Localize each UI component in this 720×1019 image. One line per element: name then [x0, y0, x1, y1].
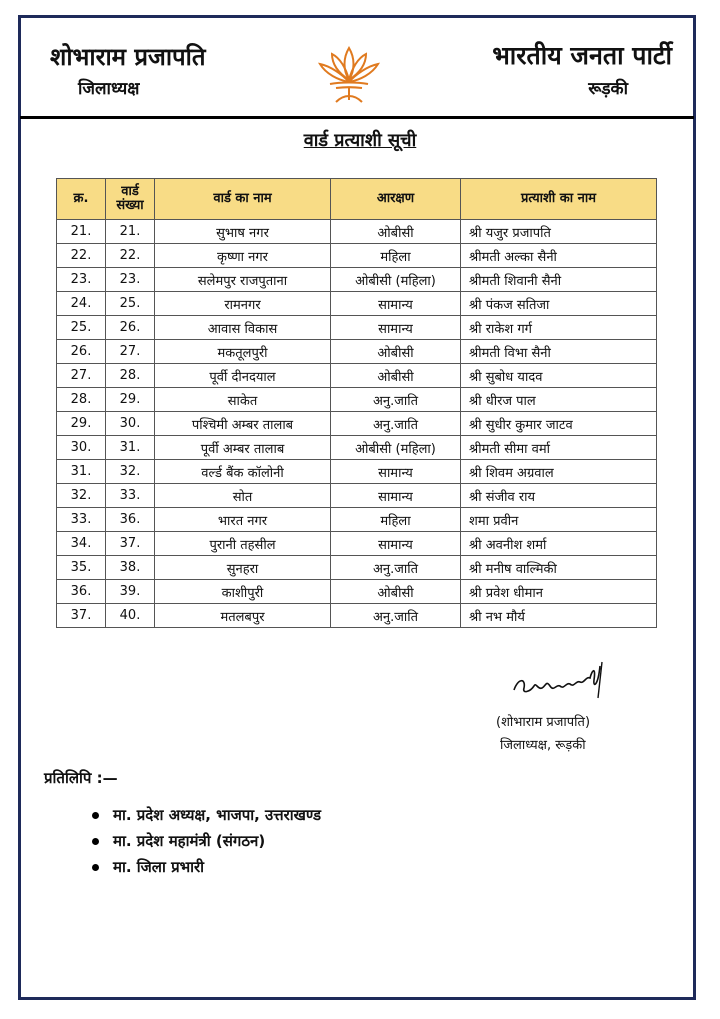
cell-candidate: श्रीमती सीमा वर्मा [461, 436, 657, 460]
cell-ward-number: 37. [106, 532, 155, 556]
cell-serial: 29. [57, 412, 106, 436]
page-title: वार्ड प्रत्याशी सूची [303, 130, 417, 151]
cell-ward-number: 40. [106, 604, 155, 628]
list-item: मा. प्रदेश अध्यक्ष, भाजपा, उत्तराखण्ड [92, 802, 321, 828]
col-header-candidate: प्रत्याशी का नाम [461, 179, 657, 220]
bullet-icon [92, 864, 99, 871]
col-header-ward-number: वार्ड संख्या [106, 179, 155, 220]
cell-serial: 35. [57, 556, 106, 580]
party-name: भारतीय जनता पार्टी [492, 41, 672, 70]
cell-ward-number: 21. [106, 220, 155, 244]
copy-to-list [92, 802, 321, 880]
table-row [57, 388, 657, 412]
district-president-name: शोभाराम प्रजापति [50, 43, 206, 71]
table-row [57, 220, 657, 244]
copy-to-label: प्रतिलिपि :— [44, 769, 118, 787]
signature-image [510, 656, 610, 706]
cell-ward-number: 26. [106, 316, 155, 340]
cell-ward-number: 29. [106, 388, 155, 412]
cell-ward-number: 36. [106, 508, 155, 532]
cell-candidate: श्री संजीव राय [461, 484, 657, 508]
cell-candidate: श्री यजुर प्रजापति [461, 220, 657, 244]
cell-ward-name: आवास विकास [155, 316, 331, 340]
cell-ward-number: 33. [106, 484, 155, 508]
cell-reservation: ओबीसी [331, 580, 461, 604]
table-row [57, 460, 657, 484]
cell-serial: 34. [57, 532, 106, 556]
cell-reservation: अनु.जाति [331, 604, 461, 628]
cell-candidate: श्री शिवम अग्रवाल [461, 460, 657, 484]
bullet-icon [92, 812, 99, 819]
table-row [57, 412, 657, 436]
table-row [57, 292, 657, 316]
cell-reservation: ओबीसी (महिला) [331, 268, 461, 292]
list-item: मा. प्रदेश महामंत्री (संगठन) [92, 828, 321, 854]
cell-candidate: श्रीमती शिवानी सैनी [461, 268, 657, 292]
cell-candidate: श्री नभ मौर्य [461, 604, 657, 628]
header-divider [20, 116, 694, 119]
city-name: रूड़की [588, 79, 628, 99]
table-header-row [57, 179, 657, 220]
signatory-role: जिलाध्यक्ष, रूड़की [500, 738, 586, 753]
cell-candidate: श्री प्रवेश धीमान [461, 580, 657, 604]
cell-candidate: श्रीमती विभा सैनी [461, 340, 657, 364]
cell-ward-name: सुनहरा [155, 556, 331, 580]
table-row [57, 436, 657, 460]
cell-candidate: श्री मनीष वाल्मिकी [461, 556, 657, 580]
cell-ward-name: कृष्णा नगर [155, 244, 331, 268]
cell-candidate: श्री धीरज पाल [461, 388, 657, 412]
cell-reservation: महिला [331, 244, 461, 268]
table-row [57, 364, 657, 388]
cell-reservation: सामान्य [331, 460, 461, 484]
cell-ward-name: पूर्वी अम्बर तालाब [155, 436, 331, 460]
table-row [57, 244, 657, 268]
cell-serial: 23. [57, 268, 106, 292]
cell-serial: 28. [57, 388, 106, 412]
table-row [57, 268, 657, 292]
bullet-icon [92, 838, 99, 845]
cell-ward-number: 39. [106, 580, 155, 604]
cell-ward-number: 30. [106, 412, 155, 436]
cell-serial: 36. [57, 580, 106, 604]
cell-ward-name: भारत नगर [155, 508, 331, 532]
cell-reservation: अनु.जाति [331, 556, 461, 580]
cell-candidate: श्रीमती अल्का सैनी [461, 244, 657, 268]
list-item: मा. जिला प्रभारी [92, 854, 321, 880]
cell-serial: 30. [57, 436, 106, 460]
cell-reservation: अनु.जाति [331, 388, 461, 412]
cell-ward-name: मतलबपुर [155, 604, 331, 628]
cell-serial: 26. [57, 340, 106, 364]
col-header-serial: क्र. [57, 179, 106, 220]
cell-ward-number: 27. [106, 340, 155, 364]
table-row [57, 532, 657, 556]
col-header-ward-name: वार्ड का नाम [155, 179, 331, 220]
cell-ward-number: 38. [106, 556, 155, 580]
cell-ward-name: काशीपुरी [155, 580, 331, 604]
cell-ward-name: पुरानी तहसील [155, 532, 331, 556]
cell-candidate: शमा प्रवीन [461, 508, 657, 532]
table-row [57, 580, 657, 604]
lotus-icon [316, 40, 382, 106]
cell-ward-number: 28. [106, 364, 155, 388]
cell-serial: 32. [57, 484, 106, 508]
cell-ward-number: 32. [106, 460, 155, 484]
cell-serial: 37. [57, 604, 106, 628]
district-president-title: जिलाध्यक्ष [78, 79, 140, 99]
cell-serial: 33. [57, 508, 106, 532]
cell-ward-number: 25. [106, 292, 155, 316]
cell-serial: 31. [57, 460, 106, 484]
cell-serial: 24. [57, 292, 106, 316]
cell-candidate: श्री पंकज सतिजा [461, 292, 657, 316]
cell-ward-number: 23. [106, 268, 155, 292]
cell-reservation: सामान्य [331, 532, 461, 556]
cell-candidate: श्री सुबोध यादव [461, 364, 657, 388]
cell-serial: 27. [57, 364, 106, 388]
cell-candidate: श्री अवनीश शर्मा [461, 532, 657, 556]
cell-serial: 21. [57, 220, 106, 244]
cell-ward-number: 31. [106, 436, 155, 460]
cell-ward-name: सुभाष नगर [155, 220, 331, 244]
cell-reservation: ओबीसी [331, 364, 461, 388]
cell-reservation: सामान्य [331, 292, 461, 316]
cell-serial: 22. [57, 244, 106, 268]
cell-ward-name: पश्चिमी अम्बर तालाब [155, 412, 331, 436]
candidate-table [56, 178, 657, 628]
cell-reservation: ओबीसी [331, 340, 461, 364]
table-row [57, 484, 657, 508]
col-header-reservation: आरक्षण [331, 179, 461, 220]
table-row [57, 556, 657, 580]
cell-ward-name: साकेत [155, 388, 331, 412]
cell-ward-name: मकतूलपुरी [155, 340, 331, 364]
cell-ward-name: रामनगर [155, 292, 331, 316]
cell-ward-name: वर्ल्ड बैंक कॉलोनी [155, 460, 331, 484]
cell-serial: 25. [57, 316, 106, 340]
cell-candidate: श्री राकेश गर्ग [461, 316, 657, 340]
table-row [57, 604, 657, 628]
cell-ward-name: पूर्वी दीनदयाल [155, 364, 331, 388]
table-row [57, 316, 657, 340]
cell-ward-name: सलेमपुर राजपुताना [155, 268, 331, 292]
cell-reservation: ओबीसी (महिला) [331, 436, 461, 460]
table-row [57, 340, 657, 364]
cell-ward-number: 22. [106, 244, 155, 268]
cell-reservation: सामान्य [331, 484, 461, 508]
cell-reservation: ओबीसी [331, 220, 461, 244]
signatory-name: (शोभाराम प्रजापति) [496, 715, 591, 730]
cell-reservation: सामान्य [331, 316, 461, 340]
cell-reservation: अनु.जाति [331, 412, 461, 436]
cell-ward-name: सोत [155, 484, 331, 508]
table-row [57, 508, 657, 532]
cell-candidate: श्री सुधीर कुमार जाटव [461, 412, 657, 436]
cell-reservation: महिला [331, 508, 461, 532]
